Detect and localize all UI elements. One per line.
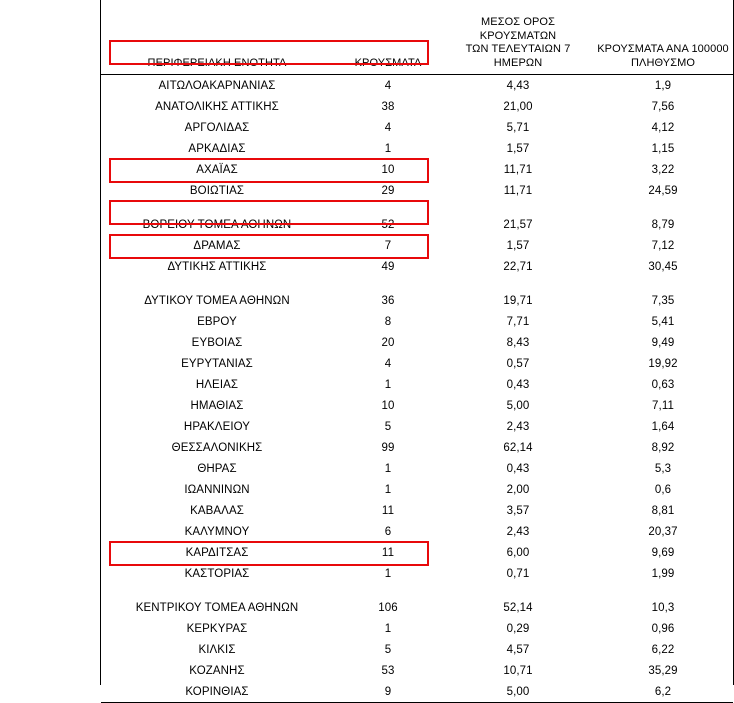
spacer-cell bbox=[101, 277, 333, 290]
table-row bbox=[101, 117, 733, 138]
cell-avg7: 1,57 bbox=[506, 239, 530, 252]
table-row bbox=[101, 353, 733, 374]
cell-avg7: 0,43 bbox=[506, 378, 530, 391]
spacer-cell bbox=[101, 584, 333, 597]
cell-per100k: 0,96 bbox=[651, 622, 675, 635]
cell-region: ΚΑΡΔΙΤΣΑΣ bbox=[185, 546, 249, 559]
cell-avg7: 6,00 bbox=[506, 546, 530, 559]
cell-avg7: 1,57 bbox=[506, 142, 530, 155]
column-header-avg7-line1: ΜΕΣΟΣ ΟΡΟΣ ΚΡΟΥΣΜΑΤΩΝ bbox=[479, 16, 557, 42]
table-row-spacer bbox=[101, 201, 733, 214]
cell-per100k: 8,79 bbox=[651, 218, 675, 231]
spacer-cell bbox=[333, 201, 443, 214]
cell-cases: 4 bbox=[384, 79, 392, 92]
cell-cases: 53 bbox=[381, 664, 395, 677]
cell-region: ΚΑΣΤΟΡΙΑΣ bbox=[184, 567, 250, 580]
cell-cases: 52 bbox=[381, 218, 395, 231]
cell-per100k: 7,11 bbox=[652, 399, 674, 412]
table-row bbox=[101, 75, 733, 97]
cell-per100k: 10,3 bbox=[651, 601, 675, 614]
table-row bbox=[101, 138, 733, 159]
cell-region: ΚΕΡΚΥΡΑΣ bbox=[186, 622, 248, 635]
cell-region: ΑΧΑΪΑΣ bbox=[196, 163, 238, 176]
cell-region: ΕΥΡΥΤΑΝΙΑΣ bbox=[181, 357, 253, 370]
cell-avg7: 4,57 bbox=[506, 643, 530, 656]
table-row bbox=[101, 500, 733, 521]
table-row-spacer bbox=[101, 277, 733, 290]
cell-cases: 1 bbox=[384, 142, 392, 155]
cell-region: ΚΑΛΥΜΝΟΥ bbox=[184, 525, 250, 538]
column-header-per100k-line1: ΚΡΟΥΣΜΑΤΑ ΑΝΑ 100000 bbox=[597, 43, 729, 55]
spacer-cell bbox=[443, 584, 593, 597]
cell-region: ΔΥΤΙΚΟΥ ΤΟΜΕΑ ΑΘΗΝΩΝ bbox=[144, 294, 290, 307]
cell-avg7: 2,00 bbox=[506, 483, 530, 496]
cell-avg7: 62,14 bbox=[503, 441, 533, 454]
table-row bbox=[101, 437, 733, 458]
spacer-cell bbox=[443, 277, 593, 290]
cell-cases: 4 bbox=[384, 121, 392, 134]
table-row bbox=[101, 332, 733, 353]
cell-region: ΔΡΑΜΑΣ bbox=[193, 239, 241, 252]
spacer-cell bbox=[101, 201, 333, 214]
cell-cases: 11 bbox=[381, 504, 395, 517]
cell-cases: 38 bbox=[381, 100, 395, 113]
cell-cases: 1 bbox=[384, 378, 392, 391]
cell-avg7: 19,71 bbox=[503, 294, 533, 307]
cell-avg7: 3,57 bbox=[506, 504, 530, 517]
cell-avg7: 0,43 bbox=[506, 462, 530, 475]
cell-cases: 5 bbox=[384, 420, 392, 433]
column-header-region: ΠΕΡΙΦΕΡΕΙΑΚΗ ΕΝΟΤΗΤΑ bbox=[101, 16, 333, 75]
cell-per100k: 5,41 bbox=[651, 315, 675, 328]
cell-per100k: 7,35 bbox=[651, 294, 675, 307]
cell-per100k: 7,12 bbox=[651, 239, 675, 252]
cell-avg7: 22,71 bbox=[503, 260, 533, 273]
cell-avg7: 0,29 bbox=[506, 622, 530, 635]
column-header-avg7-line3: ΗΜΕΡΩΝ bbox=[493, 56, 543, 69]
table-row bbox=[101, 479, 733, 500]
cell-region: ΘΗΡΑΣ bbox=[197, 462, 237, 475]
header-top-spacer bbox=[101, 0, 733, 16]
table-row bbox=[101, 180, 733, 201]
table-row bbox=[101, 290, 733, 311]
cell-per100k: 5,3 bbox=[654, 462, 672, 475]
spacer-cell bbox=[593, 584, 733, 597]
cell-cases: 1 bbox=[384, 462, 392, 475]
table-row bbox=[101, 563, 733, 584]
cell-per100k: 6,2 bbox=[593, 681, 733, 703]
cell-cases: 7 bbox=[384, 239, 392, 252]
cell-avg7: 0,57 bbox=[506, 357, 530, 370]
cell-per100k: 3,22 bbox=[651, 163, 675, 176]
cell-avg7: 21,57 bbox=[503, 218, 533, 231]
table-row-spacer bbox=[101, 584, 733, 597]
cell-region: ΗΛΕΙΑΣ bbox=[195, 378, 239, 391]
cell-avg7: 2,43 bbox=[506, 420, 530, 433]
cell-per100k: 7,56 bbox=[651, 100, 675, 113]
cell-per100k: 1,15 bbox=[651, 142, 675, 155]
table-row bbox=[101, 311, 733, 332]
cell-cases: 106 bbox=[378, 601, 398, 614]
table-row bbox=[101, 542, 733, 563]
cell-region: ΑΙΤΩΛΟΑΚΑΡΝΑΝΙΑΣ bbox=[158, 79, 276, 92]
cell-cases: 6 bbox=[384, 525, 392, 538]
cell-cases: 49 bbox=[381, 260, 395, 273]
cell-per100k: 1,9 bbox=[654, 79, 672, 92]
cell-region: ΘΕΣΣΑΛΟΝΙΚΗΣ bbox=[171, 441, 263, 454]
cell-region: ΚΑΒΑΛΑΣ bbox=[190, 504, 244, 517]
cell-per100k: 1,64 bbox=[651, 420, 675, 433]
cell-cases: 36 bbox=[381, 294, 395, 307]
table-row bbox=[101, 235, 733, 256]
cell-per100k: 24,59 bbox=[648, 184, 678, 197]
cell-avg7: 5,00 bbox=[443, 681, 593, 703]
cell-region: ΒΟΡΕΙΟΥ ΤΟΜΕΑ ΑΘΗΝΩΝ bbox=[142, 218, 292, 231]
column-header-avg7 bbox=[443, 16, 593, 75]
table-row bbox=[101, 416, 733, 437]
cell-cases: 99 bbox=[381, 441, 395, 454]
cell-region: ΚΟΡΙΝΘΙΑΣ bbox=[101, 681, 333, 703]
cell-cases: 9 bbox=[333, 681, 443, 703]
cell-avg7: 4,43 bbox=[506, 79, 530, 92]
cell-per100k: 8,81 bbox=[651, 504, 675, 517]
cell-avg7: 11,71 bbox=[503, 184, 533, 197]
cell-region: ΒΟΙΩΤΙΑΣ bbox=[189, 184, 245, 197]
cell-cases: 1 bbox=[384, 567, 392, 580]
cell-per100k: 30,45 bbox=[648, 260, 678, 273]
table-row bbox=[101, 618, 733, 639]
spacer-cell bbox=[333, 277, 443, 290]
cell-per100k: 6,22 bbox=[651, 643, 675, 656]
cell-cases: 4 bbox=[384, 357, 392, 370]
cell-region: ΑΡΓΟΛΙΔΑΣ bbox=[184, 121, 250, 134]
cell-per100k: 20,37 bbox=[648, 525, 678, 538]
spacer-cell bbox=[443, 201, 593, 214]
spacer-cell bbox=[593, 201, 733, 214]
table-header bbox=[101, 0, 733, 75]
spacer-cell bbox=[101, 0, 333, 16]
column-header-per100k-line2: ΠΛΗΘΥΣΜΟ bbox=[630, 56, 696, 69]
table-body bbox=[101, 75, 733, 703]
cell-per100k: 1,99 bbox=[651, 567, 675, 580]
cell-region: ΗΡΑΚΛΕΙΟΥ bbox=[183, 420, 251, 433]
cell-region: ΑΝΑΤΟΛΙΚΗΣ ΑΤΤΙΚΗΣ bbox=[155, 100, 279, 113]
cell-region: ΚΙΛΚΙΣ bbox=[198, 643, 236, 656]
cell-cases: 29 bbox=[381, 184, 395, 197]
cell-per100k: 0,6 bbox=[654, 483, 672, 496]
cell-per100k: 9,69 bbox=[651, 546, 675, 559]
cell-per100k: 19,92 bbox=[648, 357, 678, 370]
cell-cases: 5 bbox=[384, 643, 392, 656]
table-row bbox=[101, 660, 733, 681]
cell-per100k: 4,12 bbox=[651, 121, 675, 134]
cell-region: ΕΒΡΟΥ bbox=[197, 315, 237, 328]
cell-cases: 10 bbox=[381, 163, 395, 176]
cell-avg7: 7,71 bbox=[506, 315, 530, 328]
cell-avg7: 0,71 bbox=[506, 567, 530, 580]
cell-avg7: 8,43 bbox=[506, 336, 530, 349]
cell-avg7: 11,71 bbox=[503, 163, 533, 176]
table-row bbox=[101, 159, 733, 180]
cell-cases: 11 bbox=[381, 546, 395, 559]
cases-table-container bbox=[101, 0, 733, 698]
table-row bbox=[101, 374, 733, 395]
cell-avg7: 5,00 bbox=[506, 399, 530, 412]
cell-region: ΗΜΑΘΙΑΣ bbox=[190, 399, 244, 412]
table-row bbox=[101, 256, 733, 277]
column-header-avg7-line2: ΤΩΝ ΤΕΛΕΥΤΑΙΩΝ 7 bbox=[465, 43, 571, 55]
spacer-cell bbox=[593, 277, 733, 290]
table-row bbox=[101, 96, 733, 117]
spacer-cell bbox=[593, 0, 733, 16]
cell-cases: 1 bbox=[384, 483, 392, 496]
column-header-cases: ΚΡΟΥΣΜΑΤΑ bbox=[333, 16, 443, 75]
table-row bbox=[101, 395, 733, 416]
table-row bbox=[101, 597, 733, 618]
table-row bbox=[101, 639, 733, 660]
cell-region: ΙΩΑΝΝΙΝΩΝ bbox=[184, 483, 250, 496]
table-row bbox=[101, 521, 733, 542]
cell-per100k: 8,92 bbox=[651, 441, 675, 454]
header-row bbox=[101, 16, 733, 75]
table-row bbox=[101, 458, 733, 479]
spacer-cell bbox=[443, 0, 593, 16]
cell-per100k: 35,29 bbox=[648, 664, 678, 677]
spacer-cell bbox=[333, 584, 443, 597]
cell-avg7: 5,71 bbox=[506, 121, 530, 134]
cell-avg7: 21,00 bbox=[503, 100, 533, 113]
cell-region: ΑΡΚΑΔΙΑΣ bbox=[188, 142, 246, 155]
cell-cases: 8 bbox=[384, 315, 392, 328]
cell-avg7: 10,71 bbox=[503, 664, 533, 677]
table-row bbox=[101, 681, 733, 703]
cell-cases: 10 bbox=[381, 399, 395, 412]
cell-avg7: 2,43 bbox=[506, 525, 530, 538]
cell-region: ΔΥΤΙΚΗΣ ΑΤΤΙΚΗΣ bbox=[167, 260, 267, 273]
regional-cases-table bbox=[101, 0, 733, 703]
cell-region: ΚΟΖΑΝΗΣ bbox=[189, 664, 245, 677]
cell-region: ΚΕΝΤΡΙΚΟΥ ΤΟΜΕΑ ΑΘΗΝΩΝ bbox=[135, 601, 299, 614]
cell-region: ΕΥΒΟΙΑΣ bbox=[191, 336, 243, 349]
cell-cases: 20 bbox=[381, 336, 395, 349]
column-header-per100k bbox=[593, 16, 733, 75]
cell-avg7: 52,14 bbox=[503, 601, 533, 614]
cell-per100k: 9,49 bbox=[651, 336, 675, 349]
cell-per100k: 0,63 bbox=[651, 378, 675, 391]
cell-cases: 1 bbox=[384, 622, 392, 635]
table-row bbox=[101, 214, 733, 235]
spacer-cell bbox=[333, 0, 443, 16]
